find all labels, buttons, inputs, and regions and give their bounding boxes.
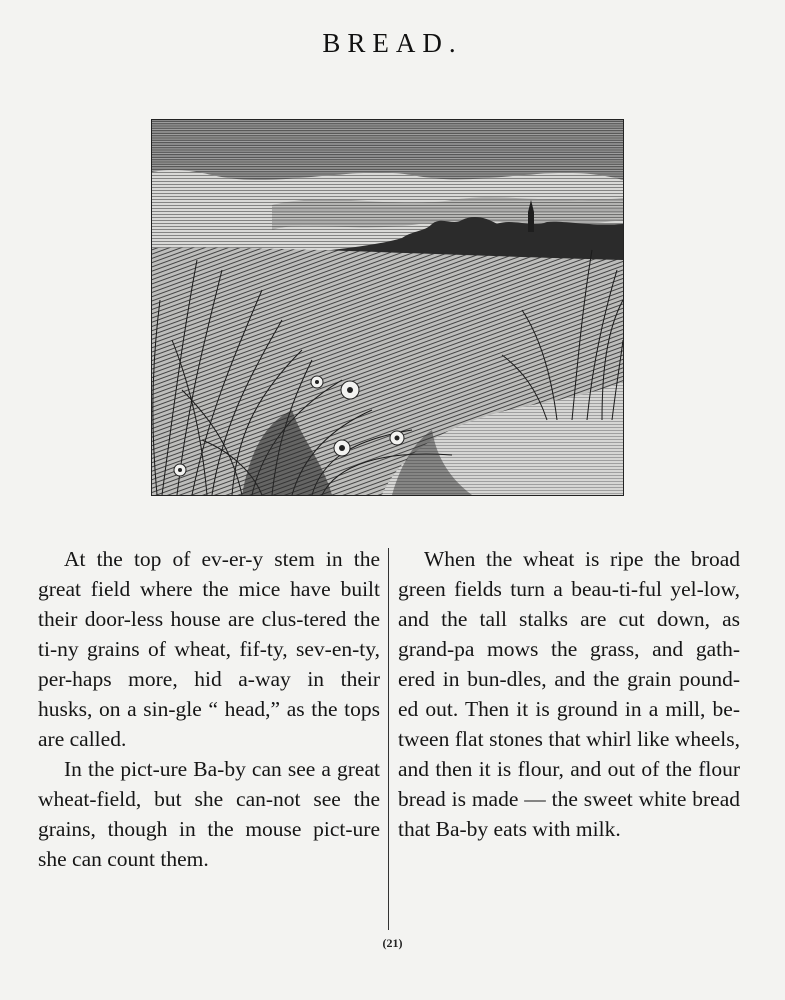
right-paragraph-1: When the wheat is ripe the broad green fields turn a beau-ti-ful yel-low, and the tall stalks are cut down, as grand-pa mows the grass, and gath-ered in bun-dles, and the grain pound-ed out. Then it is ground in a mill, be-tween flat stones that whirl like wheels, and then it is flour, and out of the flour bread is made — the sweet white bread that Ba-by eats with milk.	[398, 547, 740, 841]
left-paragraph-2: In the pict-ure Ba-by can see a great wheat-field, but she can-not see the grains, though in the mouse pict-ure she can count them.	[38, 757, 380, 871]
left-column	[38, 544, 380, 874]
wheat-field-engraving-icon	[151, 119, 624, 496]
column-divider	[388, 548, 389, 930]
right-column	[398, 544, 740, 844]
page-title: BREAD.	[322, 28, 463, 58]
left-paragraph-1: At the top of ev-er-y stem in the great field where the mice have built their door-less house are clus-tered the ti-ny grains of wheat, fif-ty, sev-en-ty, per-haps more, hid a-way in their husks, on a sin-gle “ head,” as the tops are called.	[38, 547, 380, 751]
page-number: (21)	[382, 936, 403, 950]
